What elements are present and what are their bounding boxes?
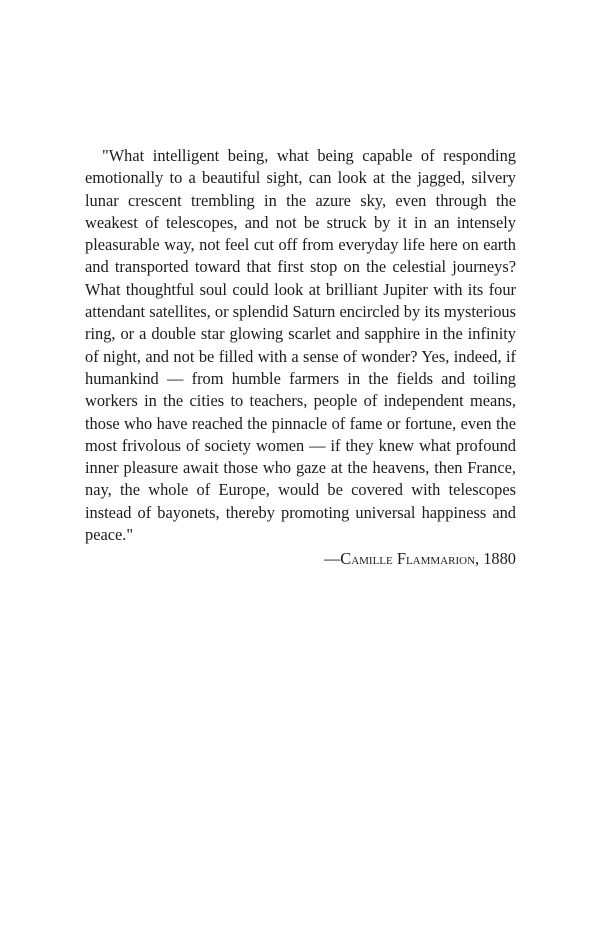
attribution-dash: — bbox=[323, 549, 341, 568]
attribution-year: , 1880 bbox=[475, 549, 516, 568]
attribution-author-name: Camille Flammarion bbox=[340, 549, 476, 568]
epigraph-attribution bbox=[324, 549, 516, 569]
epigraph-quote: "What intelligent being, what being capable of responding emotionally to a beautiful sight, can look at the jagged, silvery lunar crescent trembling in the azure sky, even through the weakest of telescopes, and not be struck by it in an intensely pleasurable way, not feel cut off from everyday life here on earth and transported toward that first stop on the celestial journeys? What thoughtful soul could look at brilliant Jupiter with its four attendant satellites, or splendid Saturn encircled by its mysterious ring, or a double star glowing scarlet and sapphire in the infinity of night, and not be filled with a sense of wonder? Yes, indeed, if humankind — from humble farmers in the fields and toiling workers in the cities to teachers, people of independent means, those who have reached the pinnacle of fame or fortune, even the most frivolous of society women — if they knew what profound inner pleasure await those who gaze at the heavens, then France, nay, the whole of Europe, would be covered with telescopes instead of bayonets, thereby promoting universal happiness and peace." bbox=[85, 146, 516, 545]
